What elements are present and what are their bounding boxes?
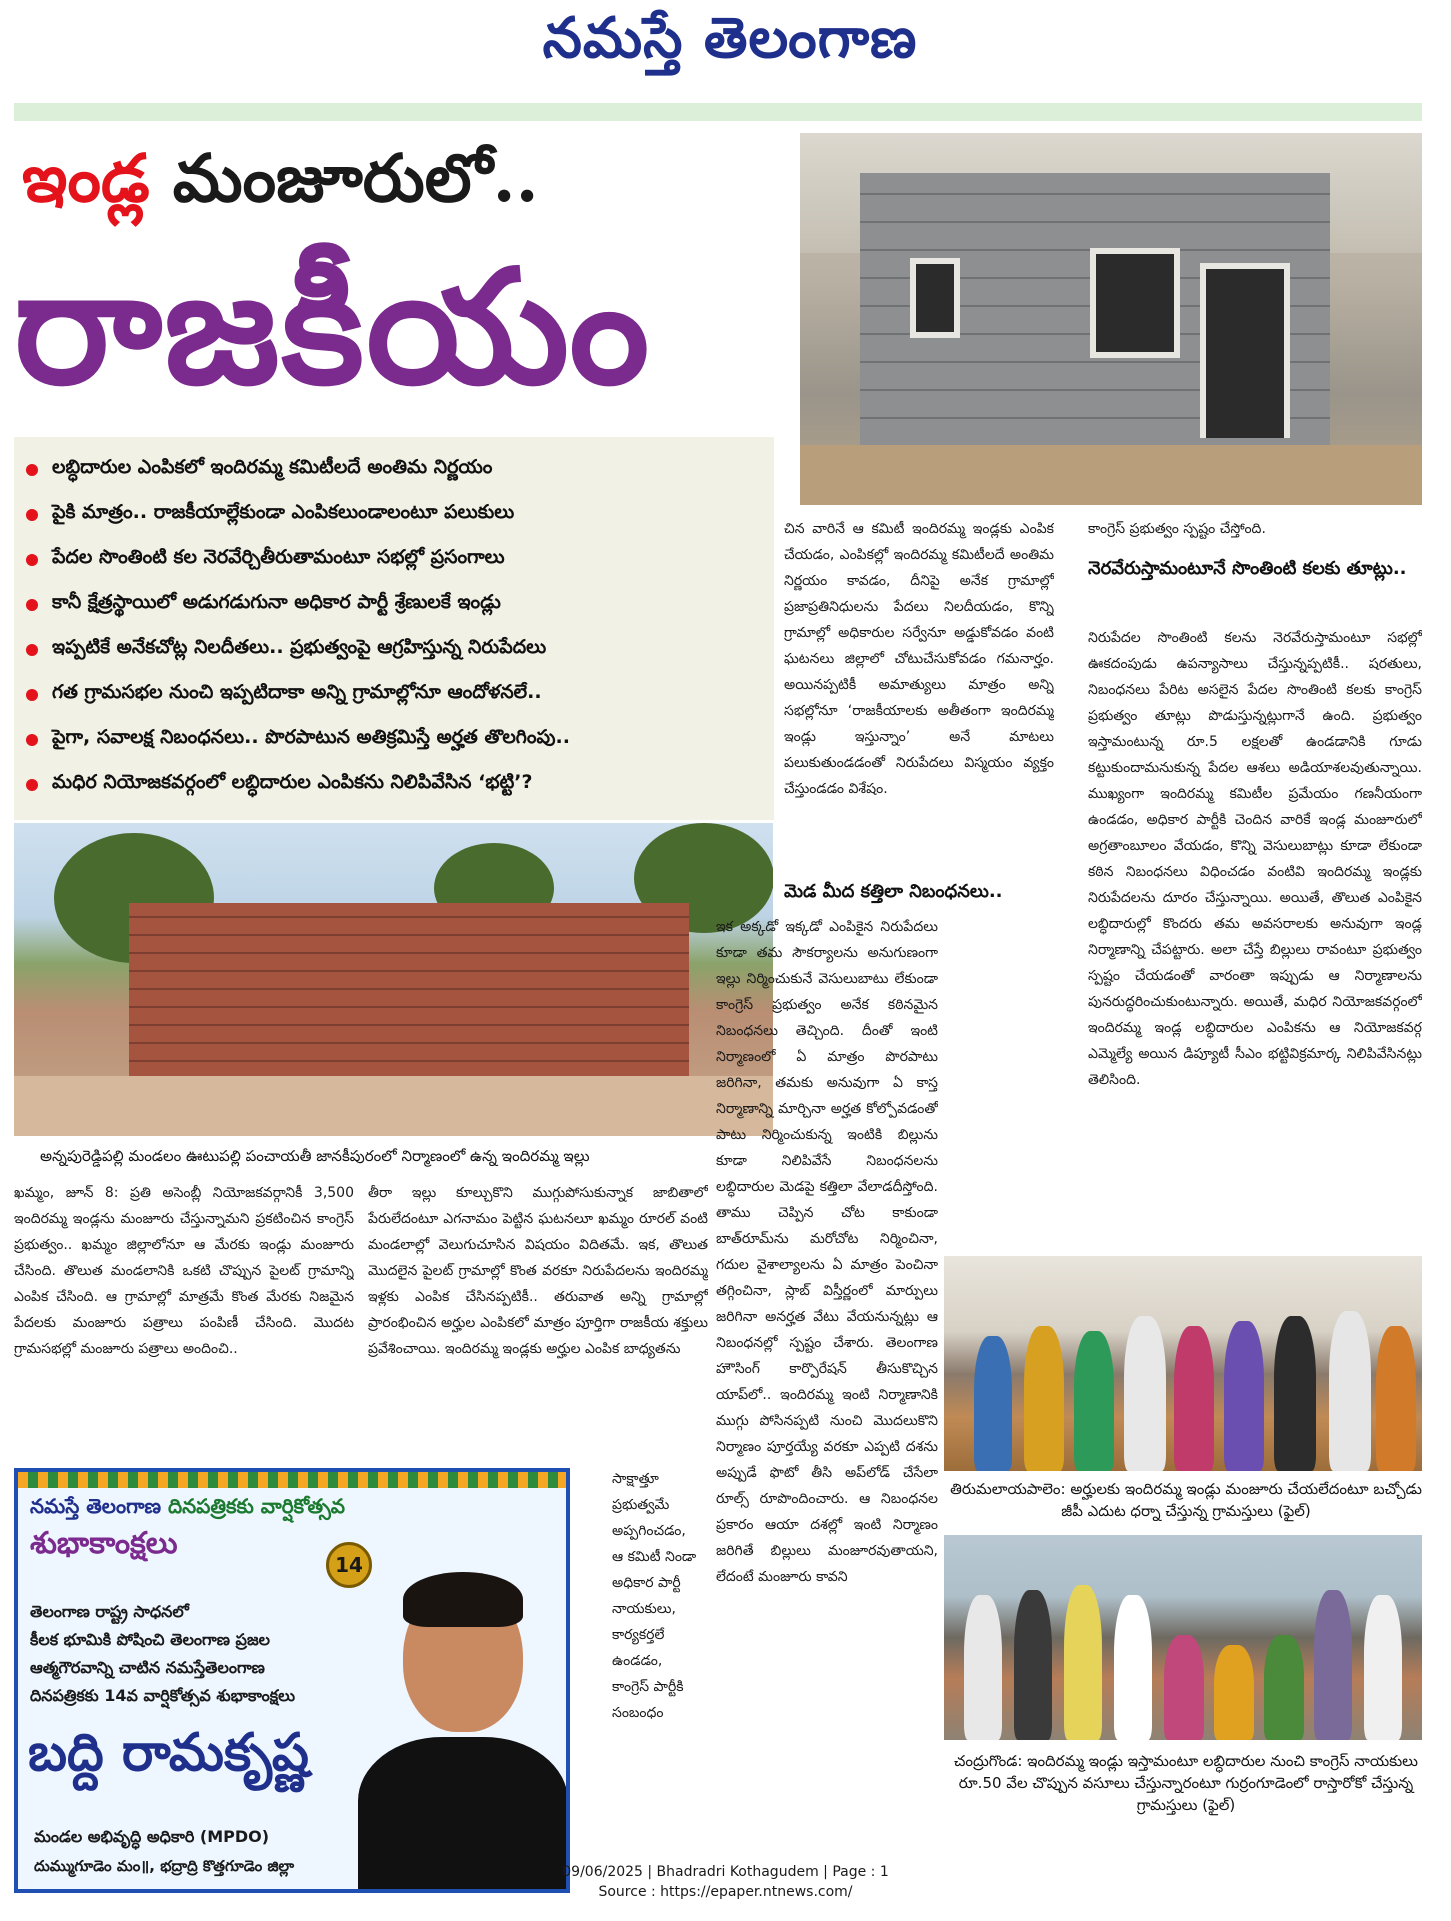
photo-person <box>1014 1590 1052 1740</box>
photo-person <box>1314 1590 1352 1740</box>
article-paragraph: చిన వారినే ఆ కమిటీ ఇందిరమ్మ ఇండ్లకు ఎంపిక చేయడం, ఎంపికల్లో ఇందిరమ్మ కమిటీలదే అంతిమ నిర్ణయం కావడం, దీనిపై అనేక గ్రామాల్లో ప్రజాప్రతినిధులను పేదలు నిలదీయడం, కొన్ని గ్రామాల్లో అధికారుల సర్వేనూ అడ్డుకోవడం వంటి ఘటనలు జిల్లాలో చోటుచేసుకోవడం గమనార్హం. అయినప్పటికీ అమాత్యులు మాత్రం అన్ని సభల్లోనూ ‘రాజకీయాలకు అతీతంగా ఇందిరమ్మ ఇండ్లు ఇస్తున్నాం’ అనే మాటలు పలుకుతుండడంతో నిరుపేదలు విస్మయం వ్యక్తం చేస్తుండడం విశేషం. <box>784 521 1054 797</box>
article-column-1 <box>14 1180 354 1460</box>
anniversary-badge-icon: 14 <box>326 1542 372 1588</box>
ad-role: మండల అభివృద్ధి అధికారి (MPDO) <box>34 1827 270 1846</box>
bullet-item <box>26 672 762 717</box>
article-paragraph: సాక్షాత్తూ ప్రభుత్వమే అప్పగించడం, ఆ కమిటీ నిండా అధికార పార్టీ నాయకులు, కార్యకర్తలే ఉండడం, కాంగ్రెస్ పార్టీకి సంబంధం <box>612 1471 697 1721</box>
bullet-dot-icon <box>26 644 38 656</box>
photo-protest-rastaroko <box>944 1535 1422 1740</box>
bullet-item <box>26 627 762 672</box>
article-column-2 <box>368 1180 708 1460</box>
photo-ground <box>800 445 1422 505</box>
bullet-item <box>26 717 762 762</box>
top-rule <box>14 103 1422 121</box>
article-column-2b <box>612 1466 700 1891</box>
bullet-item <box>26 537 762 582</box>
photo-person <box>1024 1326 1064 1471</box>
bullet-dot-icon <box>26 734 38 746</box>
article-paragraph: తీరా ఇల్లు కూల్చుకొని ముగ్గుపోసుకున్నాక జాబితాలో పేరులేదంటూ ఎగనామం పెట్టిన ఘటనలూ ఖమ్మం రూరల్ వంటి మండలాల్లో వెలుగుచూసిన విషయం విదితమే. ఇక, తొలుత మొదలైన పైలట్ గ్రామాల్లో కొంత వరకూ నిరుపేదలను ఇందిరమ్మ ఇళ్లకు ఎంపిక చేసినప్పటికీ.. తరువాత అన్ని గ్రామాల్లో ప్రారంభించిన అర్హుల ఎంపికలో మాత్రం పూర్తిగా రాజకీయ శక్తులు ప్రవేశించాయి. ఇందిరమ్మ ఇండ్లకు అర్హుల ఎంపిక బాధ్యతను <box>368 1185 708 1357</box>
headline-dark-words: మంజూరులో.. <box>149 139 539 217</box>
photo-person <box>1164 1635 1204 1740</box>
bullet-item <box>26 582 762 627</box>
ad-line: దినపత్రికకు 14వ వార్షికోత్సవ శుభాకాంక్షలు <box>30 1686 296 1705</box>
ad-greeting: శుభాకాంక్షలు <box>30 1526 178 1561</box>
photo-person <box>1114 1595 1152 1740</box>
subhead-rules: మెడ మీద కత్తిలా నిబంధనలు.. <box>784 881 1003 902</box>
footer-date-page: 09/06/2025 | Bhadradri Kothagudem | Page : 1 <box>562 1864 889 1880</box>
article-column-4-top <box>1088 516 1422 546</box>
photo-person <box>1224 1321 1264 1471</box>
bullet-text: పేదల సొంతింటి కల నెరవేర్చితీరుతామంటూ సభల్లో ప్రసంగాలు <box>52 546 505 568</box>
photo-person <box>1214 1645 1254 1740</box>
photo-person <box>1376 1326 1416 1471</box>
bullet-dot-icon <box>26 464 38 476</box>
photo-person <box>1264 1635 1304 1740</box>
bullet-text: కానీ క్షేత్రస్థాయిలో అడుగడుగునా అధికార పార్టీ శ్రేణులకే ఇండ్లు <box>52 591 501 613</box>
article-paragraph: ఖమ్మం, జూన్ 8: ప్రతి అసెంబ్లీ నియోజకవర్గానికీ 3,500 ఇందిరమ్మ ఇండ్లను మంజూరు చేస్తున్నామని ప్రకటించిన కాంగ్రెస్ ప్రభుత్వం.. ఖమ్మం జిల్లాలోనూ ఆ మేరకు ఇండ్లు మంజూరు చేసింది. తొలుత మండలానికి ఒకటి చొప్పున పైలట్ గ్రామాన్ని ఎంపిక చేసింది. ఆ గ్రామాల్లో మాత్రమే కొంత మేరకు నిజమైన పేదలకు మంజూరు పత్రాలు పంపిణీ చేసింది. మొదట గ్రామసభల్లో మంజూరు పత్రాలు అందించి.. <box>14 1185 354 1357</box>
photo-person <box>1274 1316 1316 1471</box>
ad-flower-border <box>18 1472 566 1488</box>
photo-person <box>964 1595 1002 1740</box>
article-paragraph: కాంగ్రెస్ ప్రభుత్వం స్పష్టం చేస్తోంది. <box>1088 521 1266 537</box>
bullet-dot-icon <box>26 779 38 791</box>
bullet-dot-icon <box>26 599 38 611</box>
photo-brick-wall <box>129 903 689 1078</box>
ad-line: కీలక భూమికి పోషించి తెలంగాణ ప్రజల <box>30 1630 270 1649</box>
bullet-dot-icon <box>26 689 38 701</box>
bullet-text: మధిర నియోజకవర్గంలో లబ్ధిదారుల ఎంపికను నిలిపివేసిన ‘భట్టి’? <box>52 771 533 793</box>
photo-person <box>1174 1326 1214 1471</box>
headline-big-word: రాజకీయం <box>14 235 652 420</box>
article-column-3b <box>716 914 938 1894</box>
photo-person <box>1364 1595 1402 1740</box>
article-paragraph: నిరుపేదల సొంతింటి కలను నెరవేరుస్తామంటూ సభల్లో ఊకదంపుడు ఉపన్యాసాలు చేస్తున్నప్పటికీ.. షరతులు, నిబంధనలు పేరిట అసలైన పేదల సొంతింటి కలకు కాంగ్రెస్ ప్రభుత్వం తూట్లు పొడుస్తున్నట్లుగానే ఉంది. ప్రభుత్వం ఇస్తామంటున్న రూ.5 లక్షలతో ఉండడానికి గూడు కట్టుకుందామనుకున్న పేదల ఆశలు అడియాశలవుతున్నాయి. ముఖ్యంగా ఇందిరమ్మ కమిటీల ప్రమేయం గణనీయంగా ఉండడం, అధికార పార్టీకి చెందిన వారికే ఇండ్ల మంజూరులో అగ్రతాంబూలం వేయడం, కొన్ని వెసులుబాట్లు కూడా లేకుండా కఠిన నిబంధనలు విధించడం వంటివి ఇందిరమ్మ ఇండ్లకు నిరుపేదలను దూరం చేస్తున్నాయి. అయితే, తొలుత ఎంపికైన లబ్ధిదారుల్లో కొందరు తమ అవసరాలకు అనువుగా ఇండ్ల నిర్మాణాన్ని చేపట్టారు. అలా చేస్తే బిల్లులు రావంటూ ప్రభుత్వం స్పష్టం చేయడంతో వారంతా ఇప్పుడు ఆ నిర్మాణాలను పునరుద్ధరించుకుంటున్నారు. అయితే, మధిర నియోజకవర్గంలో ఇందిరమ్మ ఇండ్ల లబ్ధిదారుల ఎంపికను ఆ నియోజకవర్గ ఎమ్మెల్యే అయిన డిప్యూటీ సీఎం భట్టివిక్రమార్క నిలిపివేసినట్లు తెలిసింది. <box>1088 630 1422 1088</box>
footer-source: Source : https://epaper.ntnews.com/ <box>598 1884 853 1900</box>
bullet-dot-icon <box>26 509 38 521</box>
masthead-logo: నమస్తే తెలంగాణ <box>542 5 918 71</box>
ad-portrait <box>358 1562 568 1892</box>
bullet-text: పైకి మాత్రం.. రాజకీయాల్లేకుండా ఎంపికలుండాలంటూ పలుకులు <box>52 501 515 523</box>
page-footer <box>0 1862 1451 1902</box>
headline-line-1 <box>22 138 782 218</box>
headline-red-word: ఇండ్ల <box>22 139 150 217</box>
article-column-4 <box>1088 625 1422 1245</box>
bullet-text: లబ్ధిదారుల ఎంపికలో ఇందిరమ్మ కమిటీలదే అంతిమ నిర్ణయం <box>52 456 493 478</box>
photo-person <box>1074 1331 1114 1471</box>
bullet-text: పైగా, సవాలక్ష నిబంధనలు.. పొరపాటున అతిక్రమిస్తే అర్హత తొలగింపు.. <box>52 726 570 748</box>
photo-house-brick <box>14 823 773 1136</box>
ad-line: తెలంగాణ రాష్ట్ర సాధనలో <box>30 1602 189 1621</box>
photo-person <box>1064 1585 1102 1740</box>
ad-title <box>30 1494 345 1523</box>
photo-caption: చంద్రుగొండ: ఇందిరమ్మ ఇండ్లు ఇస్తామంటూ లబ్ధిదారుల నుంచి కాంగ్రెస్ నాయకులు రూ.50 వేల చొప్పున వసూలు చేస్తున్నారంటూ గుర్రంగూడెంలో రాస్తారోకో చేస్తున్న గ్రామస్తులు (ఫైల్) <box>954 1752 1418 1814</box>
greeting-advertisement <box>14 1468 570 1893</box>
article-paragraph: ఇక అక్కడో ఇక్కడో ఎంపికైన నిరుపేదలు కూడా తమ సౌకర్యాలను అనుగుణంగా ఇల్లు నిర్మించుకునే వెసులుబాటు లేకుండా కాంగ్రెస్ ప్రభుత్వం అనేక కఠినమైన నిబంధనలు తెచ్చింది. దీంతో ఇంటి నిర్మాణంలో ఏ మాత్రం పొరపాటు జరిగినా, తమకు అనువుగా ఏ కాస్త నిర్మాణాన్ని మార్చినా అర్హత కోల్పోవడంతో పాటు నిర్మించుకున్న ఇంటికి బిల్లును కూడా నిలిపివేసే నిబంధనలను లబ్ధిదారుల మెడపై కత్తిలా వేలాడదీస్తోంది. తాము చెప్పిన చోట కాకుండా బాత్‌రూమ్‌ను మరోచోట నిర్మించినా, గదుల వైశాల్యాలను ఏ మాత్రం పెంచినా తగ్గించినా, స్లాబ్ విస్తీర్ణంలో మార్పులు జరిగినా అనర్హత వేటు వేయనున్నట్లు ఆ నిబంధనల్లో స్పష్టం చేశారు. తెలంగాణ హౌసింగ్ కార్పొరేషన్ తీసుకొచ్చిన యాప్‌లో.. ఇందిరమ్మ ఇంటి నిర్మాణానికి ముగ్గు పోసినప్పటి నుంచి మొదలుకొని నిర్మాణం పూర్తయ్యే వరకూ ఎప్పటి దశను అప్పుడే ఫొటో తీసి అప్‌లోడ్ చేసేలా రూల్స్ రూపొందించారు. ఆ నిబంధనల ప్రకారం ఆయా దశల్లో ఇంటి నిర్మాణం జరిగితే బిల్లులు మంజూరవుతాయని, లేదంటే మంజూరు కావని <box>716 919 938 1585</box>
photo-caption: అన్నపురెడ్డిపల్లి మండలం ఊటుపల్లి పంచాయతీ జానకీపురంలో నిర్మాణంలో ఉన్న ఇందిరమ్మ ఇల్లు <box>40 1147 590 1165</box>
photo-house-grey-blocks <box>800 133 1422 505</box>
ad-line: ఆత్మగౌరవాన్ని చాటిన నమస్తేతెలంగాణ <box>30 1658 265 1677</box>
photo-doorway <box>1200 263 1290 438</box>
ad-place: దుమ్ముగూడెం మం॥, భద్రాద్రి కొత్తగూడెం జిల్లా <box>34 1857 295 1875</box>
photo-protest-dharna <box>944 1256 1422 1471</box>
ad-title-paper: నమస్తే తెలంగాణ <box>30 1494 162 1518</box>
photo-person <box>974 1336 1012 1471</box>
photo-window <box>910 258 960 338</box>
photo-window <box>1090 248 1180 358</box>
bullet-list <box>14 437 774 820</box>
portrait-hair <box>403 1572 523 1627</box>
photo-person <box>1329 1311 1371 1471</box>
bullet-text: గత గ్రామసభల నుంచి ఇప్పటిదాకా అన్ని గ్రామాల్లోనూ ఆందోళనలే.. <box>52 681 542 703</box>
bullet-item <box>26 447 762 492</box>
bullet-text: ఇప్పటికే అనేకచోట్ల నిలదీతలు.. ప్రభుత్వంపై ఆగ్రహిస్తున్న నిరుపేదలు <box>52 636 547 658</box>
ad-name: బద్ది రామకృష్ణ <box>28 1722 309 1783</box>
bullet-dot-icon <box>26 554 38 566</box>
photo-ground <box>14 1076 773 1136</box>
article-column-3 <box>784 516 1054 872</box>
subhead-dream-home: నెరవేరుస్తామంటూనే సొంతింటి కలకు తూట్లు.. <box>1088 558 1407 579</box>
photo-caption: తిరుమలాయపాలెం: అర్హులకు ఇందిరమ్మ ఇండ్లు మంజూరు చేయలేదంటూ బచ్చోడు జీపీ ఎదుట ధర్నా చేస్తున్న గ్రామస్తులు (ఫైల్) <box>950 1480 1422 1520</box>
photo-person <box>1124 1316 1166 1471</box>
ad-title-anniversary: దినపత్రికకు వార్షికోత్సవ <box>161 1494 345 1518</box>
bullet-item <box>26 762 762 807</box>
bullet-item <box>26 492 762 537</box>
